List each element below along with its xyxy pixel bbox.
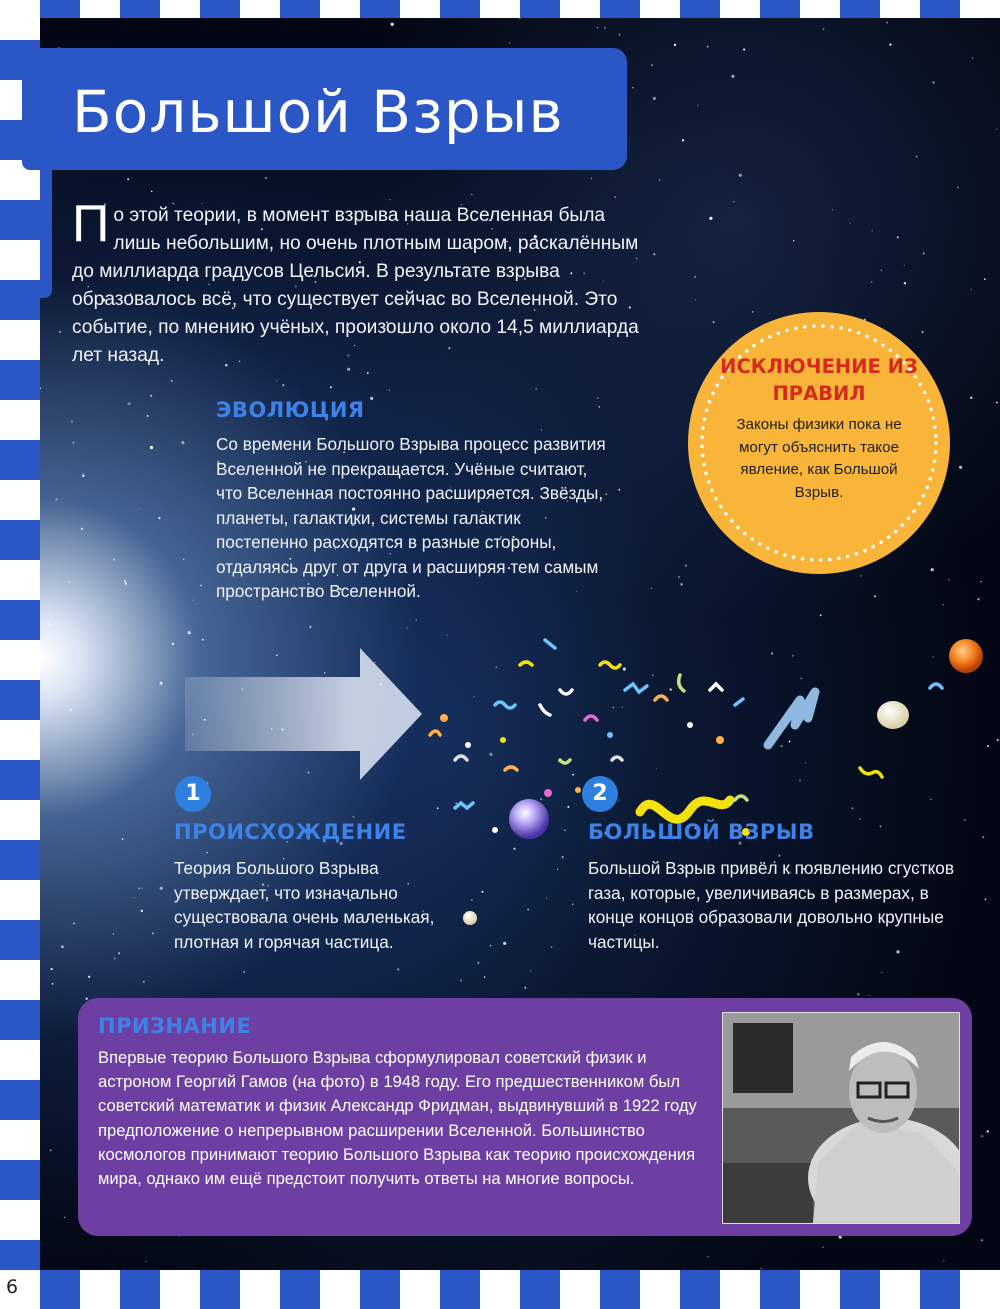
gas-particles (430, 640, 942, 808)
blue-spring (768, 692, 815, 745)
big-bang-heading: БОЛЬШОЙ ВЗРЫВ (588, 820, 815, 844)
recognition-text: Впервые теорию Большого Взрыва сформулировал советский физик и астроном Георгий Гамов (на фото) в 1948 году. Его предшественником был советский математик и физик Александр Фридман, выдвинувший в 1922 году предположение о непрерывном расширении Вселенной. Большинство космологов принимают теорию Большого Взрыва как теорию происхождения мира, однако им ещё предстоит получить ответы на многие вопросы. (98, 1048, 697, 1189)
gas-dots (440, 714, 750, 836)
origin-text: Теория Большого Взрыва утверждает, что изначально существовала очень маленькая, плотная и горячая частица. (174, 858, 435, 952)
step-1-number-badge: 1 (175, 776, 211, 812)
pearl-particle (877, 701, 909, 729)
exception-text: Законы физики пока не могут объяснить такое явление, как Большой Взрыв. (736, 416, 902, 501)
origin-heading: ПРОИСХОЖДЕНИЕ (174, 820, 407, 844)
yellow-squiggle (640, 800, 730, 819)
intro-text: о этой теории, в момент взрыва наша Вселенная была лишь небольшим, но очень плотным шаром, раскалённым до миллиарда градусов Цельсия. В результате взрыва образовалось всё, что существует сейчас во Вселенной. Это событие, по мнению учёных, произошло около 14,5 миллиарда лет назад. (72, 205, 639, 366)
evolution-heading: ЭВОЛЮЦИЯ (216, 398, 365, 422)
exception-title: ИСКЛЮЧЕНИЕ ИЗ ПРАВИЛ (720, 355, 918, 405)
purple-sphere (509, 799, 549, 839)
evolution-text: Со времени Большого Взрыва процесс развития Вселенной не прекращается. Учёные считают, что Вселенная постоянно расширяется. Звёзды, планеты, галактики, системы галактик постепенно расходятся в разные стороны, отдаляясь друг от друга и расширяя тем самым пространство Вселенной. (216, 434, 606, 601)
recognition-heading: ПРИЗНАНИЕ (98, 1014, 252, 1038)
big-bang-text: Большой Взрыв привёл к появлению сгустков газа, которые, увеличиваясь в размерах, в конце концов образовали довольно крупные частицы. (588, 858, 954, 952)
page-number: 6 (6, 1276, 19, 1298)
orange-planet (949, 639, 983, 673)
intro-paragraph (72, 195, 652, 370)
page-number-box (0, 1270, 40, 1309)
arrow-shape (185, 648, 422, 780)
gamow-photo (722, 1012, 960, 1224)
intro-dropcap: П (72, 195, 110, 253)
intro-accent-bar (40, 170, 52, 298)
step-2-number-badge: 2 (582, 776, 618, 812)
page-title: Большой Взрыв (72, 78, 564, 146)
